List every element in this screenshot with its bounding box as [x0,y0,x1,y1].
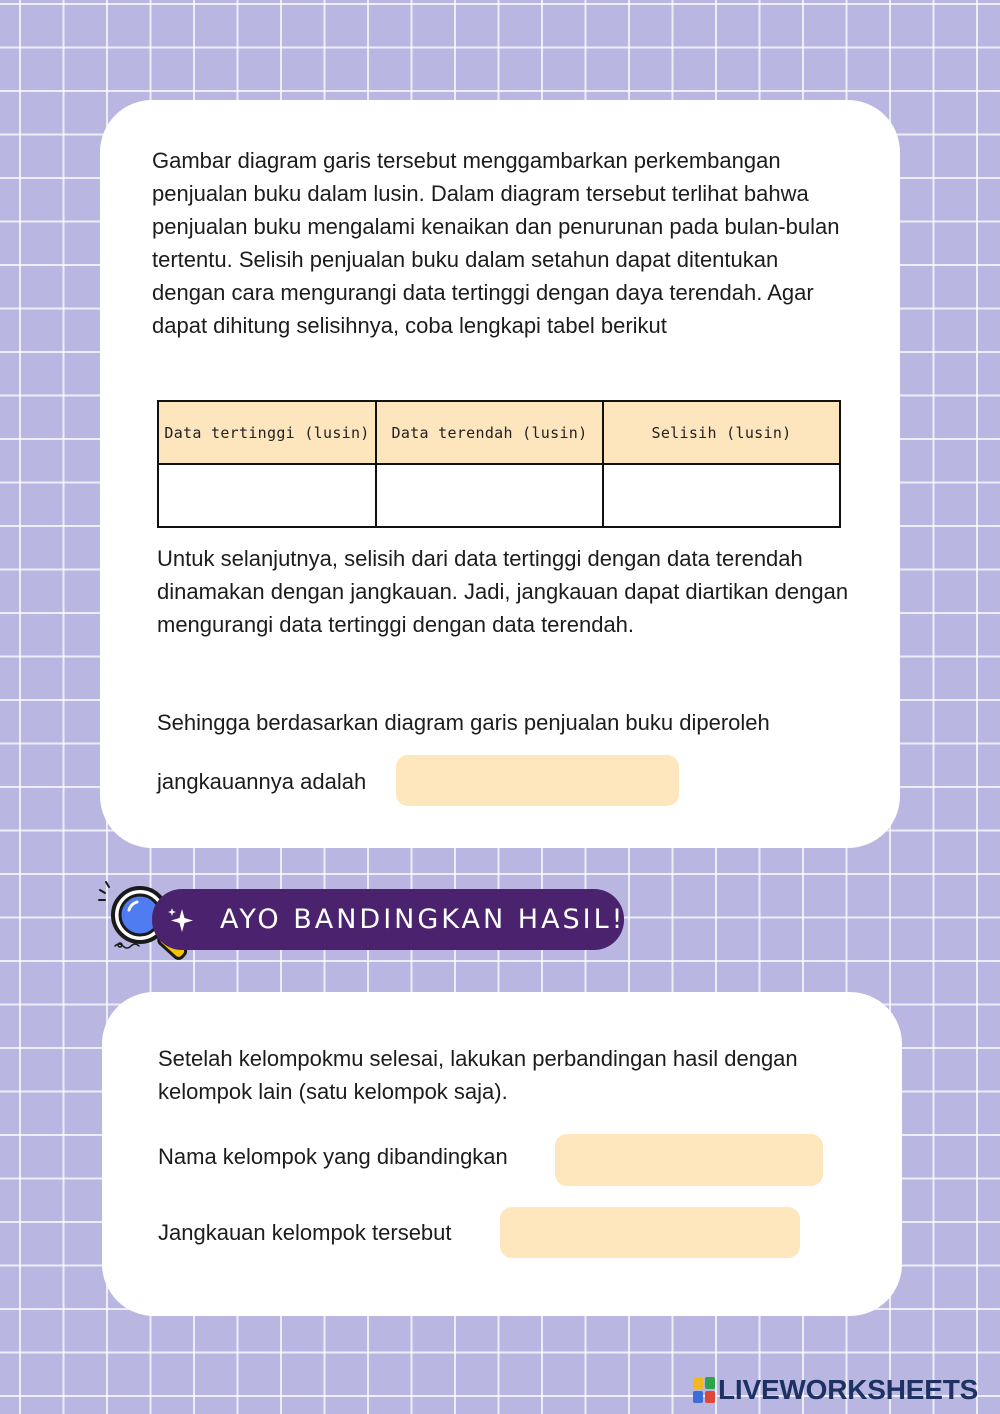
explanation-card [100,100,900,848]
difference-input-cell[interactable] [603,464,840,527]
liveworksheets-logo-icon [693,1377,715,1403]
liveworksheets-logo [693,1375,978,1405]
header-highest-data: Data tertinggi (lusin) [158,401,376,464]
comparison-card [102,992,902,1316]
lowest-data-input-cell[interactable] [376,464,603,527]
conclusion-paragraph: Sehingga berdasarkan diagram garis penjualan buku diperoleh [157,710,770,735]
range-label: jangkauannya adalah [157,769,367,794]
sparkle-icon [166,905,196,935]
group-name-label: Nama kelompok yang dibandingkan [158,1144,508,1169]
table-header-row [158,401,840,464]
header-lowest-data: Data terendah (lusin) [376,401,603,464]
intro-paragraph: Gambar diagram garis tersebut menggambarkan perkembangan penjualan buku dalam lusin. Dalam diagram tersebut terlihat bahwa penjualan buku mengalami kenaikan dan penurunan pada bulan-bulan tertentu. Selisih penjualan buku dalam setahun dapat ditentukan dengan cara mengurangi data tertinggi dengan daya terendah. Agar dapat dihitung selisihnya, coba lengkapi tabel berikut [152,148,840,338]
group-name-answer-field[interactable] [555,1134,823,1186]
range-definition-paragraph: Untuk selanjutnya, selisih dari data tertinggi dengan data terendah dinamakan dengan jangkauan. Jadi, jangkauan dapat diartikan dengan mengurangi data tertinggi dengan data terendah. [157,546,849,637]
group-range-label: Jangkauan kelompok tersebut [158,1220,452,1245]
comparison-instructions: Setelah kelompokmu selesai, lakukan perbandingan hasil dengan kelompok lain (satu kelompok saja). [158,1046,798,1104]
liveworksheets-logo-text: LIVEWORKSHEETS [718,1374,979,1405]
range-answer-field[interactable] [396,755,679,806]
range-table [157,400,841,528]
banner-title: AYO BANDINGKAN HASIL! [220,904,626,935]
group-range-answer-field[interactable] [500,1207,800,1258]
table-row [158,464,840,527]
compare-results-banner [152,889,624,950]
highest-data-input-cell[interactable] [158,464,376,527]
header-difference: Selisih (lusin) [603,401,840,464]
